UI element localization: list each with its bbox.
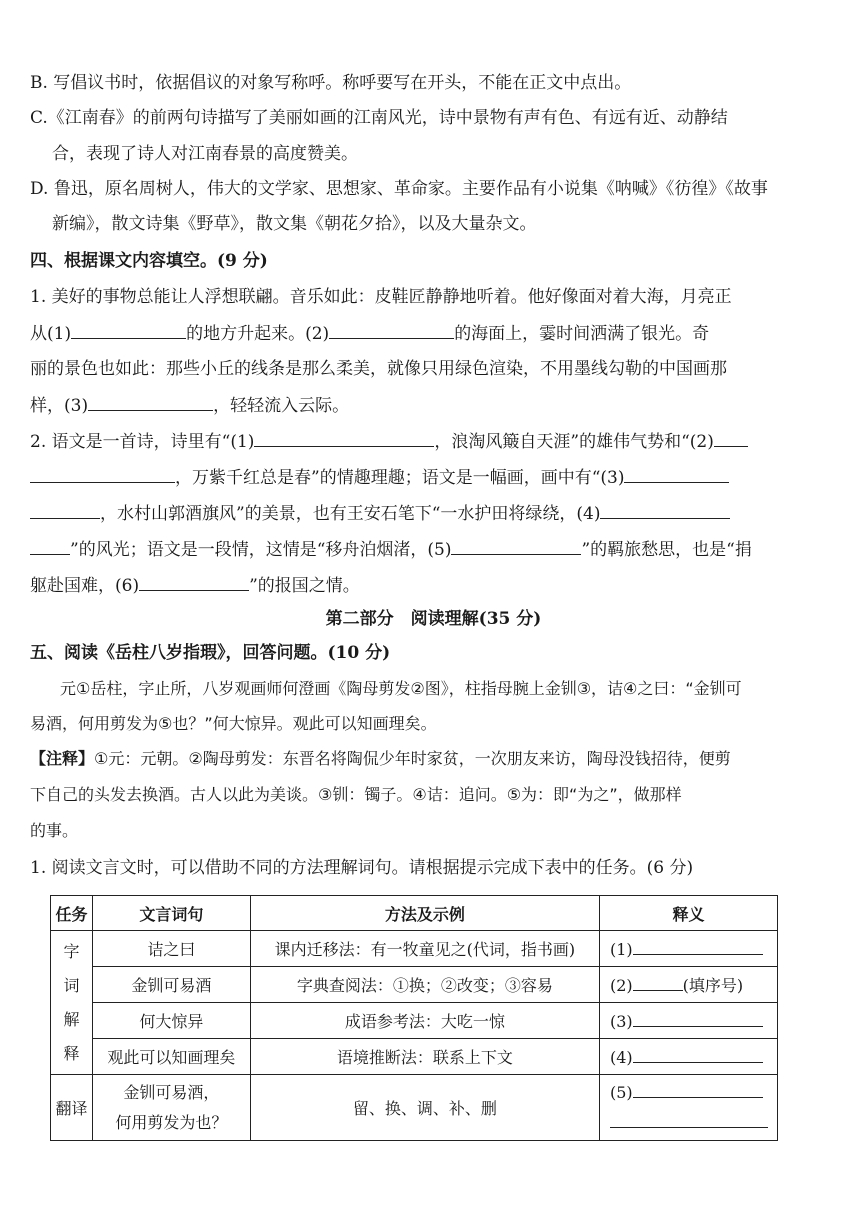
table-cell-phrase: 何大惊异: [92, 1003, 250, 1039]
s4-q1-line2: 从(1) 的地方升起来。(2) 的海面上，霎时间洒满了银光。奇: [30, 324, 710, 344]
option-c-cont: 合，表现了诗人对江南春景的高度赞美。: [52, 144, 358, 164]
header-meaning: 释义: [600, 896, 778, 931]
blank[interactable]: [329, 322, 454, 339]
blank[interactable]: [254, 430, 434, 447]
table-cell-phrase: 金钏可易酒: [92, 967, 250, 1003]
table-cell-method: 字典查阅法：①换；②改变；③容易: [250, 967, 599, 1003]
option-d: D. 鲁迅，原名周树人，伟大的文学家、思想家、革命家。主要作品有小说集《呐喊》《彷徨》《故事: [30, 179, 768, 199]
section4-heading: 四、根据课文内容填空。(9 分): [30, 251, 268, 271]
blank[interactable]: [71, 322, 186, 339]
answer-cell[interactable]: (4): [600, 1039, 778, 1075]
blank[interactable]: [30, 466, 175, 483]
blank[interactable]: [714, 430, 748, 447]
header-task: 任务: [51, 896, 93, 931]
s4-q2-line3: ，水村山郭酒旗风”的美景，也有王安石笔下“一水护田将绿绕，(4): [30, 502, 837, 525]
group-translate: 翻译: [51, 1075, 93, 1141]
s5-q1: 1. 阅读文言文时，可以借助不同的方法理解词句。请根据提示完成下表中的任务。(6 分): [30, 858, 694, 878]
table-cell-method: 课内迁移法：有一牧童见之(代词，指书画): [250, 931, 599, 967]
table-cell-method: 成语参考法：大吃一惊: [250, 1003, 599, 1039]
s4-q2-line1: 2. 语文是一首诗，诗里有“(1) ，浪淘风簸自天涯”的雄伟气势和“(2): [30, 430, 837, 453]
part2-title: 第二部分 阅读理解(35 分): [325, 609, 542, 629]
answer-cell[interactable]: (1): [600, 931, 778, 967]
blank[interactable]: [600, 502, 730, 519]
answer-cell[interactable]: (5): [600, 1075, 778, 1141]
table-cell-method: 语境推断法：联系上下文: [250, 1039, 599, 1075]
s4-q2-line4: ”的风光；语文是一段情，这情是“移舟泊烟渚，(5) ”的羁旅愁思，也是“捐: [30, 538, 837, 561]
s4-q1-line4: 样，(3) ，轻轻流入云际。: [30, 396, 350, 416]
s4-q1-line1: 1. 美好的事物总能让人浮想联翩。音乐如此：皮鞋匠静静地听着。他好像面对着大海，月亮正: [30, 287, 732, 307]
table-cell-phrase: 观此可以知画理矣: [92, 1039, 250, 1075]
answer-cell[interactable]: (3): [600, 1003, 778, 1039]
table-cell-phrase: 诘之曰: [92, 931, 250, 967]
notes-line1: 【注释】①元：元朝。②陶母剪发：东晋名将陶侃少年时家贫，一次朋友来访，陶母没钱招待，便剪: [30, 749, 731, 768]
blank[interactable]: [624, 466, 729, 483]
passage-line2: 易酒，何用剪发为⑤也？”何大惊异。观此可以知画理矣。: [30, 714, 437, 733]
blank[interactable]: [88, 394, 213, 411]
group-word-explain: 字词解释: [51, 931, 93, 1075]
notes-line2: 下自己的头发去换酒。古人以此为美谈。③钏：镯子。④诘：追问。⑤为：即“为之”，做那样: [30, 785, 682, 804]
blank[interactable]: [451, 538, 581, 555]
blank[interactable]: [30, 538, 70, 555]
table-cell-method: 留、换、调、补、删: [250, 1075, 599, 1141]
s4-q2-line2: ，万紫千红总是春”的情趣理趣；语文是一幅画，画中有“(3): [30, 466, 837, 489]
option-c: C.《江南春》的前两句诗描写了美丽如画的江南风光，诗中景物有声有色、有远有近、动静结: [30, 108, 728, 128]
task-table: [50, 895, 778, 1141]
section5-heading: 五、阅读《岳柱八岁指瑕》，回答问题。(10 分): [30, 643, 391, 663]
answer-cell[interactable]: (2) (填序号): [600, 967, 778, 1003]
s4-q1-line3: 丽的景色也如此：那些小丘的线条是那么柔美，就像只用绿色渲染，不用墨线勾勒的中国画那: [30, 359, 727, 379]
option-d-cont: 新编》，散文诗集《野草》，散文集《朝花夕拾》，以及大量杂文。: [52, 214, 537, 234]
passage-line1: 元①岳柱，字止所，八岁观画师何澄画《陶母剪发②图》，柱指母腕上金钏③，诘④之曰：“金钏可: [60, 679, 742, 698]
blank[interactable]: [30, 502, 100, 519]
option-b: B. 写倡议书时，依据倡议的对象写称呼。称呼要写在开头，不能在正文中点出。: [30, 73, 632, 93]
blank[interactable]: [139, 574, 249, 591]
s4-q2-line5: 躯赴国难，(6) ”的报国之情。: [30, 576, 360, 596]
notes-line3: 的事。: [30, 821, 79, 840]
header-phrase: 文言词句: [92, 896, 250, 931]
header-method: 方法及示例: [250, 896, 599, 931]
table-cell-phrase: 金钏可易酒， 何用剪发为也？: [92, 1075, 250, 1141]
